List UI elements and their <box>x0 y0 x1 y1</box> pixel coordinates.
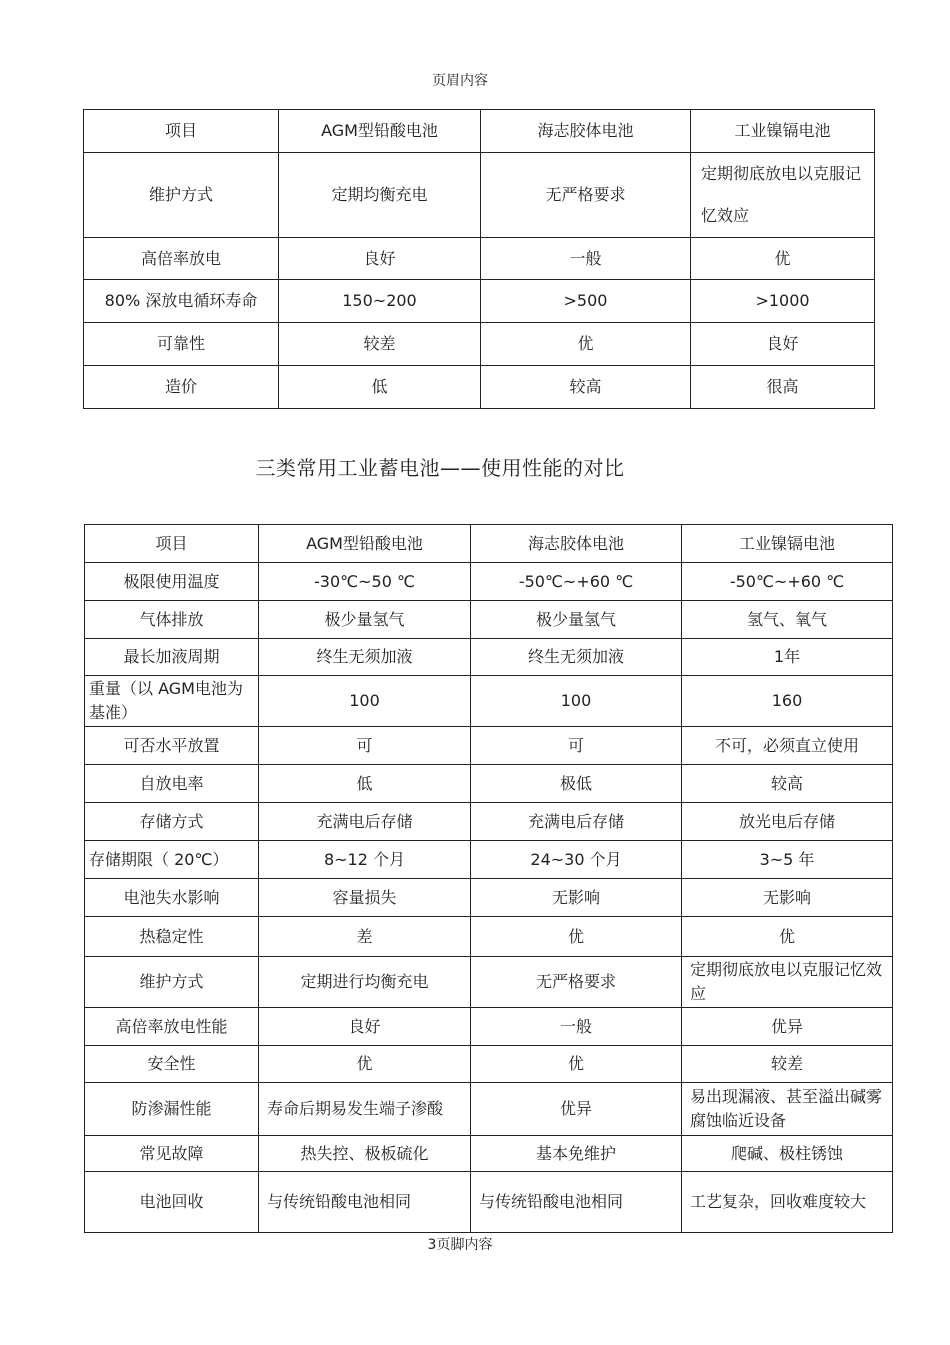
table-cell: 造价 <box>84 366 279 409</box>
table-cell: 放光电后存储 <box>682 803 893 841</box>
table-header-row <box>85 525 893 563</box>
table-cell: 充满电后存储 <box>471 803 682 841</box>
table-cell: 无影响 <box>471 879 682 917</box>
table-row <box>85 639 893 676</box>
table-cell: 寿命后期易发生端子渗酸 <box>259 1083 471 1136</box>
table-cell: -50℃~+60 ℃ <box>471 563 682 601</box>
table-cell: 可否水平放置 <box>85 727 259 765</box>
table-cell: 100 <box>471 676 682 727</box>
table-row <box>85 1083 893 1136</box>
table-cell: 24~30 个月 <box>471 841 682 879</box>
table-cell: 1年 <box>682 639 893 676</box>
table-cell: 安全性 <box>85 1046 259 1083</box>
table-row <box>85 1046 893 1083</box>
table-cell: -30℃~50 ℃ <box>259 563 471 601</box>
table-row <box>85 563 893 601</box>
table-cell: 良好 <box>279 238 481 280</box>
header-cell: AGM型铅酸电池 <box>259 525 471 563</box>
table-cell: 定期彻底放电以克服记忆效应 <box>691 153 875 238</box>
table-cell: 优异 <box>471 1083 682 1136</box>
table-cell: 极少量氢气 <box>471 601 682 639</box>
table-cell: 一般 <box>471 1008 682 1046</box>
header-cell: AGM型铅酸电池 <box>279 110 481 153</box>
table-cell: 热稳定性 <box>85 917 259 957</box>
table-cell: 较高 <box>682 765 893 803</box>
table-cell: 优 <box>471 917 682 957</box>
table-cell: 150~200 <box>279 280 481 323</box>
table-cell: 100 <box>259 676 471 727</box>
table-cell: 易出现漏液、甚至溢出碱雾腐蚀临近设备 <box>682 1083 893 1136</box>
table-header-row <box>84 110 875 153</box>
table-cell: 无严格要求 <box>481 153 691 238</box>
performance-comparison-table <box>84 524 893 1233</box>
table-row <box>85 803 893 841</box>
table-cell: 可 <box>471 727 682 765</box>
table-cell: 防渗漏性能 <box>85 1083 259 1136</box>
table-cell: 优 <box>691 238 875 280</box>
table-row <box>84 323 875 366</box>
table-row <box>84 366 875 409</box>
header-cell: 项目 <box>84 110 279 153</box>
table-cell: 可靠性 <box>84 323 279 366</box>
table-cell: 极少量氢气 <box>259 601 471 639</box>
header-cell: 工业镍镉电池 <box>682 525 893 563</box>
table-cell: 常见故障 <box>85 1136 259 1172</box>
table-row <box>84 238 875 280</box>
header-cell: 项目 <box>85 525 259 563</box>
table-cell: 重量（以 AGM电池为基准） <box>85 676 259 727</box>
table-row <box>85 879 893 917</box>
table-cell: 极低 <box>471 765 682 803</box>
table-cell: 爬碱、极柱锈蚀 <box>682 1136 893 1172</box>
table-cell: 定期均衡充电 <box>279 153 481 238</box>
table-cell: 存储方式 <box>85 803 259 841</box>
table-cell: 一般 <box>481 238 691 280</box>
table-row <box>85 1172 893 1233</box>
table-cell: 优 <box>259 1046 471 1083</box>
table-row <box>85 841 893 879</box>
table-cell: >500 <box>481 280 691 323</box>
table-cell: 与传统铅酸电池相同 <box>471 1172 682 1233</box>
table-cell: 差 <box>259 917 471 957</box>
table-cell: 优 <box>682 917 893 957</box>
table-cell: 不可，必须直立使用 <box>682 727 893 765</box>
table-cell: 电池失水影响 <box>85 879 259 917</box>
table-cell: 良好 <box>691 323 875 366</box>
maintenance-comparison-table <box>83 109 875 409</box>
table-cell: 低 <box>279 366 481 409</box>
table-cell: 最长加液周期 <box>85 639 259 676</box>
table-cell: 存储期限（ 20℃） <box>85 841 259 879</box>
table-cell: -50℃~+60 ℃ <box>682 563 893 601</box>
table-cell: 维护方式 <box>85 957 259 1008</box>
table-cell: 良好 <box>259 1008 471 1046</box>
section-title: 三类常用工业蓄电池——使用性能的对比 <box>255 456 625 480</box>
table-row <box>85 1136 893 1172</box>
table-cell: 自放电率 <box>85 765 259 803</box>
table-cell: 氢气、氧气 <box>682 601 893 639</box>
table-cell: 无影响 <box>682 879 893 917</box>
table-cell: 终生无须加液 <box>259 639 471 676</box>
table-cell: 优异 <box>682 1008 893 1046</box>
header-cell: 海志胶体电池 <box>471 525 682 563</box>
table-cell: 终生无须加液 <box>471 639 682 676</box>
page-header: 页眉内容 <box>432 73 488 89</box>
table-cell: 热失控、极板硫化 <box>259 1136 471 1172</box>
header-cell: 海志胶体电池 <box>481 110 691 153</box>
table-cell: 80% 深放电循环寿命 <box>84 280 279 323</box>
table-cell: 气体排放 <box>85 601 259 639</box>
table-row <box>85 765 893 803</box>
table-row <box>85 917 893 957</box>
table-cell: 定期彻底放电以克服记忆效应 <box>682 957 893 1008</box>
table-row <box>84 280 875 323</box>
table-cell: 高倍率放电性能 <box>85 1008 259 1046</box>
table-row <box>85 601 893 639</box>
table-cell: 与传统铅酸电池相同 <box>259 1172 471 1233</box>
table-cell: 160 <box>682 676 893 727</box>
table-cell: 优 <box>471 1046 682 1083</box>
table-cell: 较差 <box>279 323 481 366</box>
table-cell: 定期进行均衡充电 <box>259 957 471 1008</box>
table-row <box>85 727 893 765</box>
page-footer: 3页脚内容 <box>427 1237 493 1253</box>
table-cell: 维护方式 <box>84 153 279 238</box>
table-cell: 低 <box>259 765 471 803</box>
table-row <box>85 957 893 1008</box>
table-cell: 电池回收 <box>85 1172 259 1233</box>
table-cell: 充满电后存储 <box>259 803 471 841</box>
table-cell: 较差 <box>682 1046 893 1083</box>
table-cell: 8~12 个月 <box>259 841 471 879</box>
table-cell: 很高 <box>691 366 875 409</box>
header-cell: 工业镍镉电池 <box>691 110 875 153</box>
table-cell: 工艺复杂，回收难度较大 <box>682 1172 893 1233</box>
table-row <box>84 153 875 238</box>
table-cell: 极限使用温度 <box>85 563 259 601</box>
table-cell: 无严格要求 <box>471 957 682 1008</box>
table-row <box>85 1008 893 1046</box>
table-cell: 较高 <box>481 366 691 409</box>
table-cell: 基本免维护 <box>471 1136 682 1172</box>
table-cell: 容量损失 <box>259 879 471 917</box>
table-cell: 3~5 年 <box>682 841 893 879</box>
table-cell: 优 <box>481 323 691 366</box>
table-cell: 可 <box>259 727 471 765</box>
table-row <box>85 676 893 727</box>
table-cell: 高倍率放电 <box>84 238 279 280</box>
table-cell: >1000 <box>691 280 875 323</box>
